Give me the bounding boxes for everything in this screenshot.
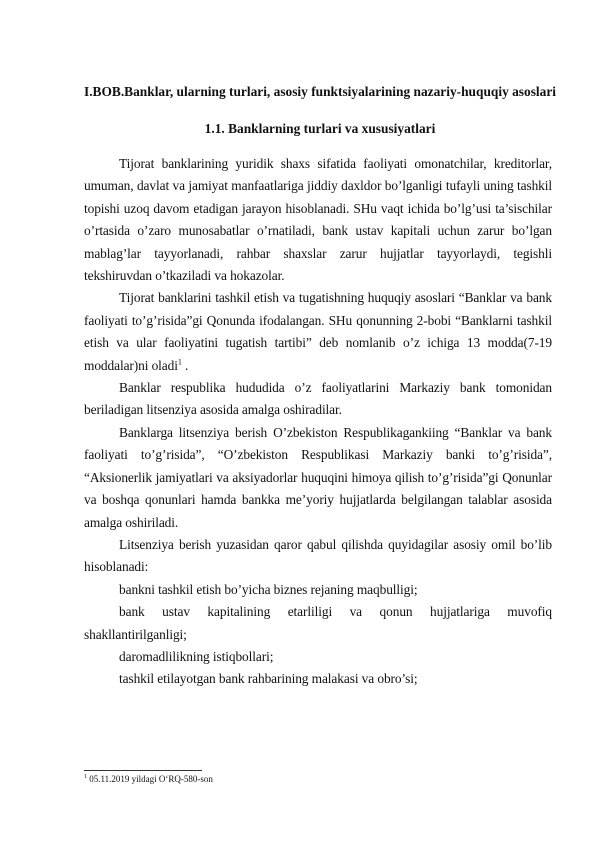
paragraph: Banklar respublika hududida o’z faoliyatlarini Markaziy bank tomonidan beriladigan litsenziya asosida amalga oshiradilar. <box>84 380 552 418</box>
list-item: tashkil etilayotgan bank rahbarining malakasi va obro’si; <box>119 671 418 687</box>
chapter-title: I.BOB.Banklar, ularning turlari, asosiy funktsiyalarining nazariy-huquqiy asoslari <box>84 84 557 99</box>
list-item: bankni tashkil etish bo’yicha biznes rejaning maqbulligi; <box>119 581 418 597</box>
section-title: 1.1. Banklarning turlari va xususiyatlari <box>204 121 436 136</box>
footnote-text: 05.11.2019 yildagi O‘RQ-580-son <box>89 774 213 784</box>
footnote-reference[interactable]: 1 <box>177 357 182 367</box>
body-text <box>84 153 552 691</box>
footnote-number: 1 <box>84 774 87 780</box>
paragraph: Tijorat banklarining yuridik shaxs sifatida faoliyati omonatchilar, kreditorlar, umuman, davlat va jamiyat manfaatlariga jiddiy daxldor bo’lganligi tufayli uning tashkil topishi uzoq davom etadigan jarayon hisoblanadi. SHu vaqt ichida bo’lg’usi ta’sischilar o’rtasida o’zaro munosabatlar o’rnatiladi, bank ustav kapitali uchun zarur bo’lgan mablag’lar tayyorlanadi, rahbar shaxslar zarur hujjatlar tayyorlaydi, tegishli tekshiruvdan o’tkaziladi va hokazolar. <box>84 156 552 284</box>
paragraph-tail: . <box>181 357 189 373</box>
paragraph: Banklarga litsenziya berish O’zbekiston Respublikagankiing “Banklar va bank faoliyati to’g’risida”, “O’zbekiston Respublikasi Markaziy banki to’g’risida”, “Aksionerlik jamiyatlari va aksiyadorlar huquqini himoya qilish to’g’risida”gi Qonunlar va boshqa qonunlari hamda bankka me’yoriy hujjatlarda belgilangan talablar asosida amalga oshiriladi. <box>84 424 552 530</box>
footnote-divider <box>84 770 202 771</box>
paragraph-with-footnote <box>84 287 552 377</box>
footnote <box>84 774 213 785</box>
list-item: daromadlilikning istiqbollari; <box>119 648 274 664</box>
paragraph: Litsenziya berish yuzasidan qaror qabul qilishda quyidagilar asosiy omil bo’lib hisoblanadi: <box>84 536 552 575</box>
paragraph-text: Tijorat banklarini tashkil etish va tugatishning huquqiy asoslari “Banklar va bank faoliyati to’g’risida”gi Qonunda ifodalangan. SHu qonunning 2-bobi “Banklarni tashkil etish va ular faoliyatini tugatish tartibi” deb nomlanib o’z ichiga 13 modda(7-19 moddalar)ni oladi <box>84 290 552 373</box>
list-item: bank ustav kapitalining etarliligi va qonun hujjatlariga muvofiq shakllantirilganligi; <box>84 604 552 642</box>
